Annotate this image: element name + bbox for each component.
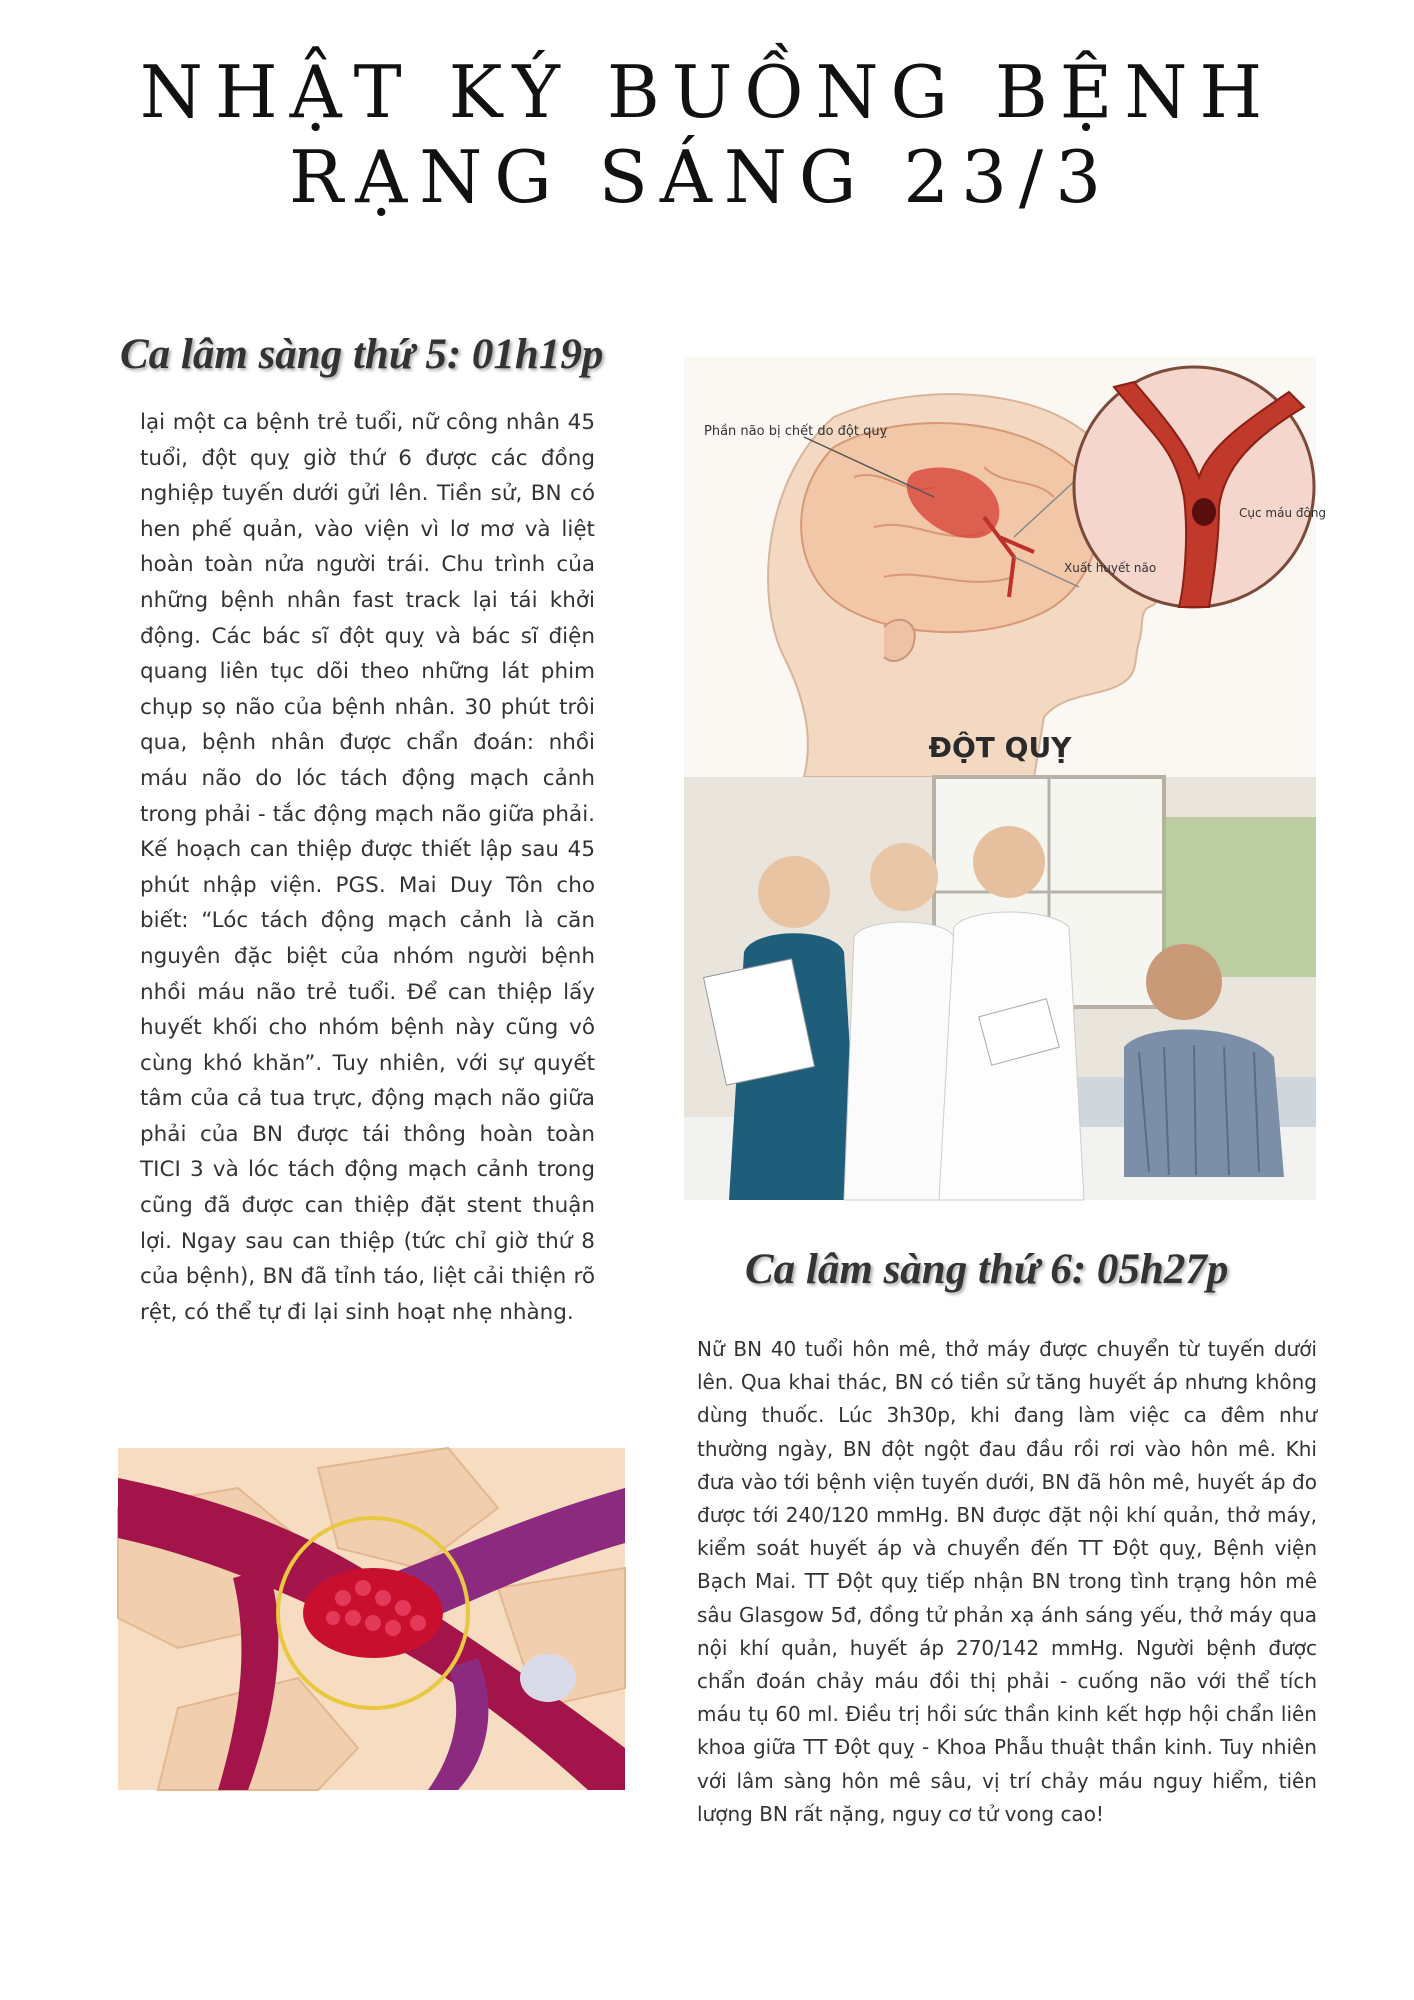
label-clot: Cục máu đông xyxy=(1239,506,1327,520)
doctors-with-patient-photo xyxy=(684,777,1316,1200)
case-5-body: lại một ca bệnh trẻ tuổi, nữ công nhân 45 tuổi, đột quỵ giờ thứ 6 được các đồng nghiệp tuyến dưới gửi lên. Tiền sử, BN có hen phế quản, vào viện vì lơ mơ và liệt hoàn toàn nửa người trái. Chu trình của những bệnh nhân fast track lại tái khởi động. Các bác sĩ đột quỵ và bác sĩ điện quang liên tục dõi theo những lát phim chụp sọ não của bệnh nhân. 30 phút trôi qua, bệnh nhân được chẩn đoán: nhồi máu não do lóc tách động mạch cảnh trong phải - tắc động mạch não giữa phải. Kế hoạch can thiệp được thiết lập sau 45 phút nhập viện. PGS. Mai Duy Tôn cho biết: “Lóc tách động mạch cảnh là căn nguyên đặc biệt của nhóm người bệnh nhồi máu não trẻ tuổi. Để can thiệp lấy huyết khối cho nhóm bệnh này cũng vô cùng khó khăn”. Tuy nhiên, với sự quyết tâm của cả tua trực, động mạch não giữa phải của BN được tái thông hoàn toàn TICI 3 và lóc tách động mạch cảnh trong cũng đã được can thiệp đặt stent thuận lợi. Ngay sau can thiệp (tức chỉ giờ thứ 8 của bệnh), BN đã tỉnh táo, liệt cải thiện rõ rệt, có thể tự đi lại sinh hoạt nhẹ nhàng. xyxy=(140,410,595,1325)
case-5-heading: Ca lâm sàng thứ 5: 01h19p xyxy=(120,331,604,378)
page-title-line-2: RẠNG SÁNG 23/3 xyxy=(288,135,1113,219)
case-6-body: Nữ BN 40 tuổi hôn mê, thở máy được chuyển từ tuyến dưới lên. Qua khai thác, BN có tiền sử tăng huyết áp nhưng không dùng thuốc. Lúc 3h30p, khi đang làm việc ca đêm như thường ngày, BN đột ngột đau đầu rồi rơi vào hôn mê. Khi đưa vào tới bệnh viện tuyến dưới, BN đã hôn mê, huyết áp đo được tới 240/120 mmHg. BN được đặt nội khí quản, thở máy, kiểm soát huyết áp và chuyển đến TT Đột quỵ, Bệnh viện Bạch Mai. TT Đột quỵ tiếp nhận BN trong tình trạng hôn mê sâu Glasgow 5đ, đồng tử phản xạ ánh sáng yếu, thở máy qua nội khí quản, huyết áp 270/142 mmHg. Người bệnh được chẩn đoán chảy máu đồi thị phải - cuống não với thể tích máu tụ 60 ml. Điều trị hồi sức thần kinh kết hợp hội chẩn liên khoa giữa TT Đột quỵ - Khoa Phẫu thuật thần kinh. Tuy nhiên với lâm sàng hôn mê sâu, vị trí chảy máu nguy hiểm, tiên lượng BN rất nặng, nguy cơ tử vong cao! xyxy=(697,1337,1317,1826)
label-bleed: Xuất huyết não xyxy=(1064,561,1157,575)
label-dead-brain: Phần não bị chết do đột quỵ xyxy=(704,424,888,439)
blood-clot-artery-image xyxy=(118,1448,625,1790)
diagram-caption: ĐỘT QUỴ xyxy=(928,731,1072,764)
page-title-line-1: NHẬT KÝ BUỒNG BỆNH xyxy=(139,50,1275,134)
stroke-diagram-image xyxy=(684,357,1327,777)
case-6-heading: Ca lâm sàng thứ 6: 05h27p xyxy=(745,1246,1229,1293)
